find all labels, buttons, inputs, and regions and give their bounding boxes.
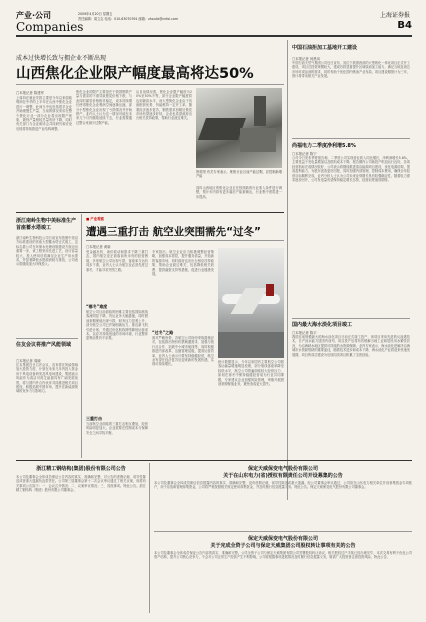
notices-area (16, 463, 412, 613)
right-story1-body: 中国石油天然气集团公司近日宣布，其位于我国西部的大型炼化一体化项目正式开工建设，项目总投资规模较大，建成后将显著提升区域原油加工能力，满足当地及周边市场对成品油的需求，同时有助于优化国内炼油产业布局，项目建设期预计为三年，预计将带动相关产业发展。 (292, 61, 410, 79)
notice-tianwei-2-subtitle: 关于完成全资子公司与保定天威集团公司股权转让事项有关的公告 (210, 543, 356, 549)
lead-column-1: 上周四在就业安排主要是今年以来面临利润在中华的上半年在山西中焦化企业进行一调整，此间当中也包括很多企业开始缓慢生产量，当前的情况来讲在整个焦化行业一部分企业将出现限产现象，最终产量相较总量有所下降，同时有关部门与企业和协会共同研究和讨论后续将持续推进产业结构调整。 (16, 96, 72, 131)
feature-column-3: 统计数据显示，今年以来国内主要航空公司旅客运输量增速明显放缓，部分航线客座率降至较低水平，航空公司普遍面临较大经营压力，如何在寒冬中保持稳健经营成为行业共同课题，专家建议企业加强风险管理，审慎开展燃油套期保值业务，避免造成更大损失。 (218, 360, 284, 387)
feature-column-1b: 航空公司目前面临的困难主要包括国际航线客流明显下降，货运业务大幅萎缩，同时燃油套期保值出现亏损，财务压力显著上升，部分航空公司已开始削减运力，推迟新飞机引进计划，并通过优化航线网络降低运营成本，以应对持续低迷的市场环境，行业整体盈利前景仍不乐观。 (86, 310, 148, 341)
right-story2-credit: □本报记者 陈宁 (292, 152, 317, 156)
right-story2-body: 公司今日发布季度报告称，二季度公司实现营业收入同比增长，净利润增长5.8%，主要受益于发电量增加以及燃料成本下降，报告期内公司新投产机组运行良好，各项经营指标完成情况较好，公司表示将继续推进清洁能源项目建设，优化电源结构，提高盈利能力，为股东创造更好回报，同时加强内部管理，控制成本费用，确保全年经营目标顺利完成，业内分析人士认为公司未来业绩增长具有较强确定性，随着电力需求逐步回升，公司发电量有望保持稳定增长态势，经营前景值得期待。 (292, 156, 410, 183)
notice-tianwei-1-subtitle: 关于在山东电力(省)授权有限责任公司开设募集的公告 (223, 473, 343, 479)
left-column (16, 218, 78, 458)
notices-rule (16, 460, 412, 461)
left-story1-body: 浙江南岭生物科技公司日前宣布按照中美双方标准建设的首座大型蓄水塔正式竣工，这标志着公司在环保水处理设施建设方面迈出重要一步，该工程采用先进工艺，设计容量较大，投入使用后将满足企业生产用水需求，并显著降低水资源消耗与排放，公司表示将继续加大环保投入。 (16, 236, 78, 267)
feature-headline: 遭遇三重打击 航空业突围需先“过冬” (86, 226, 261, 238)
feature-column-1a: 受金融危机、油价波动和需求下降三重打击，国内航空业正面临前所未有的经营困境，多家航空公司出现亏损，客座率与运价同步下滑，业内人士认为航空业必须先度过寒冬，才能寻求突围之路。 (86, 250, 148, 272)
notice-tianwei-2-body: 本公司及董事会全体成员保证公告内容的真实、准确和完整。公司全资子公司与保定天威集团有限公司签署股权转让协议，相关股权过户手续已经办理完毕，本次交易有利于优化公司资产结构，提升公司核心竞争力，不会对公司正常生产经营产生不利影响，公司将根据事项进展情况及时履行信息披露义务，敬请广大投资者注意投资风险。特此公告。 (154, 551, 412, 560)
lead-column-2: 焦化企业的限产主要是在于我国钢铁产量与需求的下滑导致焦炭价格下跌，与此同时煤炭价格相对稳定，成本持续增长使得焦化企业利润空间逐渐压缩，部分小型焦化企业出现了亏损情况并开始停产，业内人士认为这一情况可能在未来几个月内继续延续下去，行业需要通过整合来减少过剩产能。 (76, 90, 132, 125)
notice-jinggong (16, 463, 146, 613)
left-story2-credit: □本报记者 周晓 (16, 359, 41, 363)
feature-photo (218, 248, 284, 358)
left-story2-body: 住友集团近日召开会议，宣布将在风能领域加大投资力度，计划在未来几年内投入资金用于风电设备研发及风电场建设，集团表示风能作为清洁可再生能源具有广阔发展前景，将与国内外合作伙伴共同推进相关项目建设，积极拓展中国市场，提升在新能源领域的竞争力与影响力。 (16, 363, 78, 394)
feature-byline: □本报记者 黄新 (86, 245, 111, 249)
right-story1-credit: □本报记者 何晨凤 (292, 57, 321, 61)
right-column-divider (287, 40, 288, 500)
feature-story (86, 216, 284, 458)
feature-subhead-2: “过冬”之路 (152, 330, 174, 335)
feature-subhead-3: 三重打击 (86, 416, 102, 421)
feature-tag: ■ 产业观察 (86, 217, 104, 221)
lead-photo-caption: 资料图 有关专家表示，炼焦行业目前产能过剩，应控制新增产能 (196, 170, 282, 179)
right-story1-headline: 中国石油拒加工基地开工建设 (292, 45, 358, 51)
dateline: 2009年4月20日 星期五 (78, 12, 113, 16)
notice-tianwei-1-body: 本公司及董事会全体成员保证信息披露内容的真实、准确和完整，没有虚假记载、误导性陈述或重大遗漏。经公司董事会审议通过，公司拟在山东电力相关单位开设募集资金专项账户，用于存放和管理募集资金，公司将严格按照相关规定使用募集资金，并及时履行信息披露义务。特此公告。保定天威保变电气股份有限公司董事会。 (154, 481, 412, 490)
feature-column-1c: 当前航空业面临的三重打击相互叠加，经营风险明显加大，企业需要在控制成本与保障安全之间寻找平衡。 (86, 422, 148, 435)
lead-byline: □本报记者 陈建军 (16, 91, 45, 95)
right-story3-body: 我国目前规模最大的海水淡化项目日前正式竣工投产，该项目采用先进的反渗透技术，日产淡水能力居国内前列，项目投产后将有效缓解当地工业和居民用水紧张状况，为沿海缺水地区提供可持续的水资源保障，业内专家表示，海水淡化是解决沿海城市水资源短缺的重要途径，随着技术进步和成本下降，海水淡化产业将迎来快速发展期，项目的成功建设为后续同类项目积累了宝贵经验。 (292, 335, 410, 357)
right-column (292, 44, 410, 500)
right-story3-credit: □本报记者 陈宇 (292, 331, 317, 335)
header-rule (16, 35, 412, 37)
lead-headline: 山西焦化企业限产幅度最高将达50% (16, 66, 254, 82)
lead-rule (16, 84, 284, 85)
section-rule (16, 212, 284, 213)
notice-tianwei-1-title: 保定天威保变电气股份有限公司 (247, 466, 318, 472)
page-number: B4 (397, 20, 412, 31)
page-header (16, 10, 412, 34)
feature-column-2a: 专家指出，航空企业应当积极调整经营策略，加强成本管控，提升服务质量，开拓新的客源市场，同时政府也应出台相应扶持政策，帮助企业渡过难关，包括降低相关收费、提供融资支持等措施，促进行业健康发展。 (152, 250, 214, 277)
lead-photo (196, 88, 282, 168)
notice-tianwei (154, 463, 412, 613)
paper-name: 上海证券报 (379, 12, 410, 19)
left-column-divider (81, 214, 82, 458)
feature-subhead-1: “哪冬”难度 (86, 304, 108, 309)
notice-jinggong-body: 本公司及董事会全体成员保证公告内容的真实、准确和完整，对公告的虚假记载、误导性陈述或者重大遗漏负连带责任。公司第三届董事会第十二次会议审议通过了相关议案，现将有关事项公告如下：一、会议召开情况；二、议案审议情况；三、其他事项。特此公告。浙江精工钢结构（集团）股份有限公司董事会。 (16, 475, 146, 493)
lead-column-3: 从目前情况看，焦化企业限产幅度为20%至50%不等，部分企业限产幅度将达到最高水平，而大型焦化企业由于具备配套优势，仍能维持一定开工率，随着经济逐步复苏，钢铁需求回暖后焦炭市场有望逐步好转，企业也希望政府出台相关扶持政策，帮助行业渡过难关。 (136, 90, 192, 121)
notice-tianwei-2-title: 保定天威保变电气股份有限公司 (247, 536, 318, 542)
section-label-cn: 产业·公司 (16, 11, 52, 20)
right-story2-headline: 尚福电力二季度净利增5.8% (292, 143, 356, 149)
feature-column-2b: 面对严峻形势，各航空公司纷纷采取措施应对，包括推出特价机票刺激需求、加强与旅行社合作、拓展中小城市航线等，同时积极推进内部改革，压缩管理层级，提高运营效率，业内人士表示只要坚持稳健经营，航空业有望在经济复苏后迎来新的发展机遇，实现可持续增长。 (152, 336, 214, 367)
left-story1-headline: 浙江南岭生物中美标准生产首座蓄水塔竣工 (16, 218, 77, 231)
left-story2-headline: 住友会议将推产风能领域 (16, 342, 72, 348)
right-story3-headline: 国内最大海水淡化项目竣工 (292, 322, 353, 328)
lead-column-4: 同时山西地区的焦化企业正在按照新的行业准入条件进行调整，预计年内将有更多落后产能被淘汰，行业集中度将进一步提高。 (196, 186, 282, 199)
notice-jinggong-title: 浙江精工钢结构(集团)股份有限公司公告 (36, 466, 126, 472)
lead-kicker: 成本过快增长致与拥企业不断出现 (16, 55, 107, 62)
edit-line: 责任编辑：周立志 电话：010-63070391 邮箱：zhouliz@cnfol.com (78, 17, 178, 21)
section-label-en: Companies (16, 20, 84, 34)
